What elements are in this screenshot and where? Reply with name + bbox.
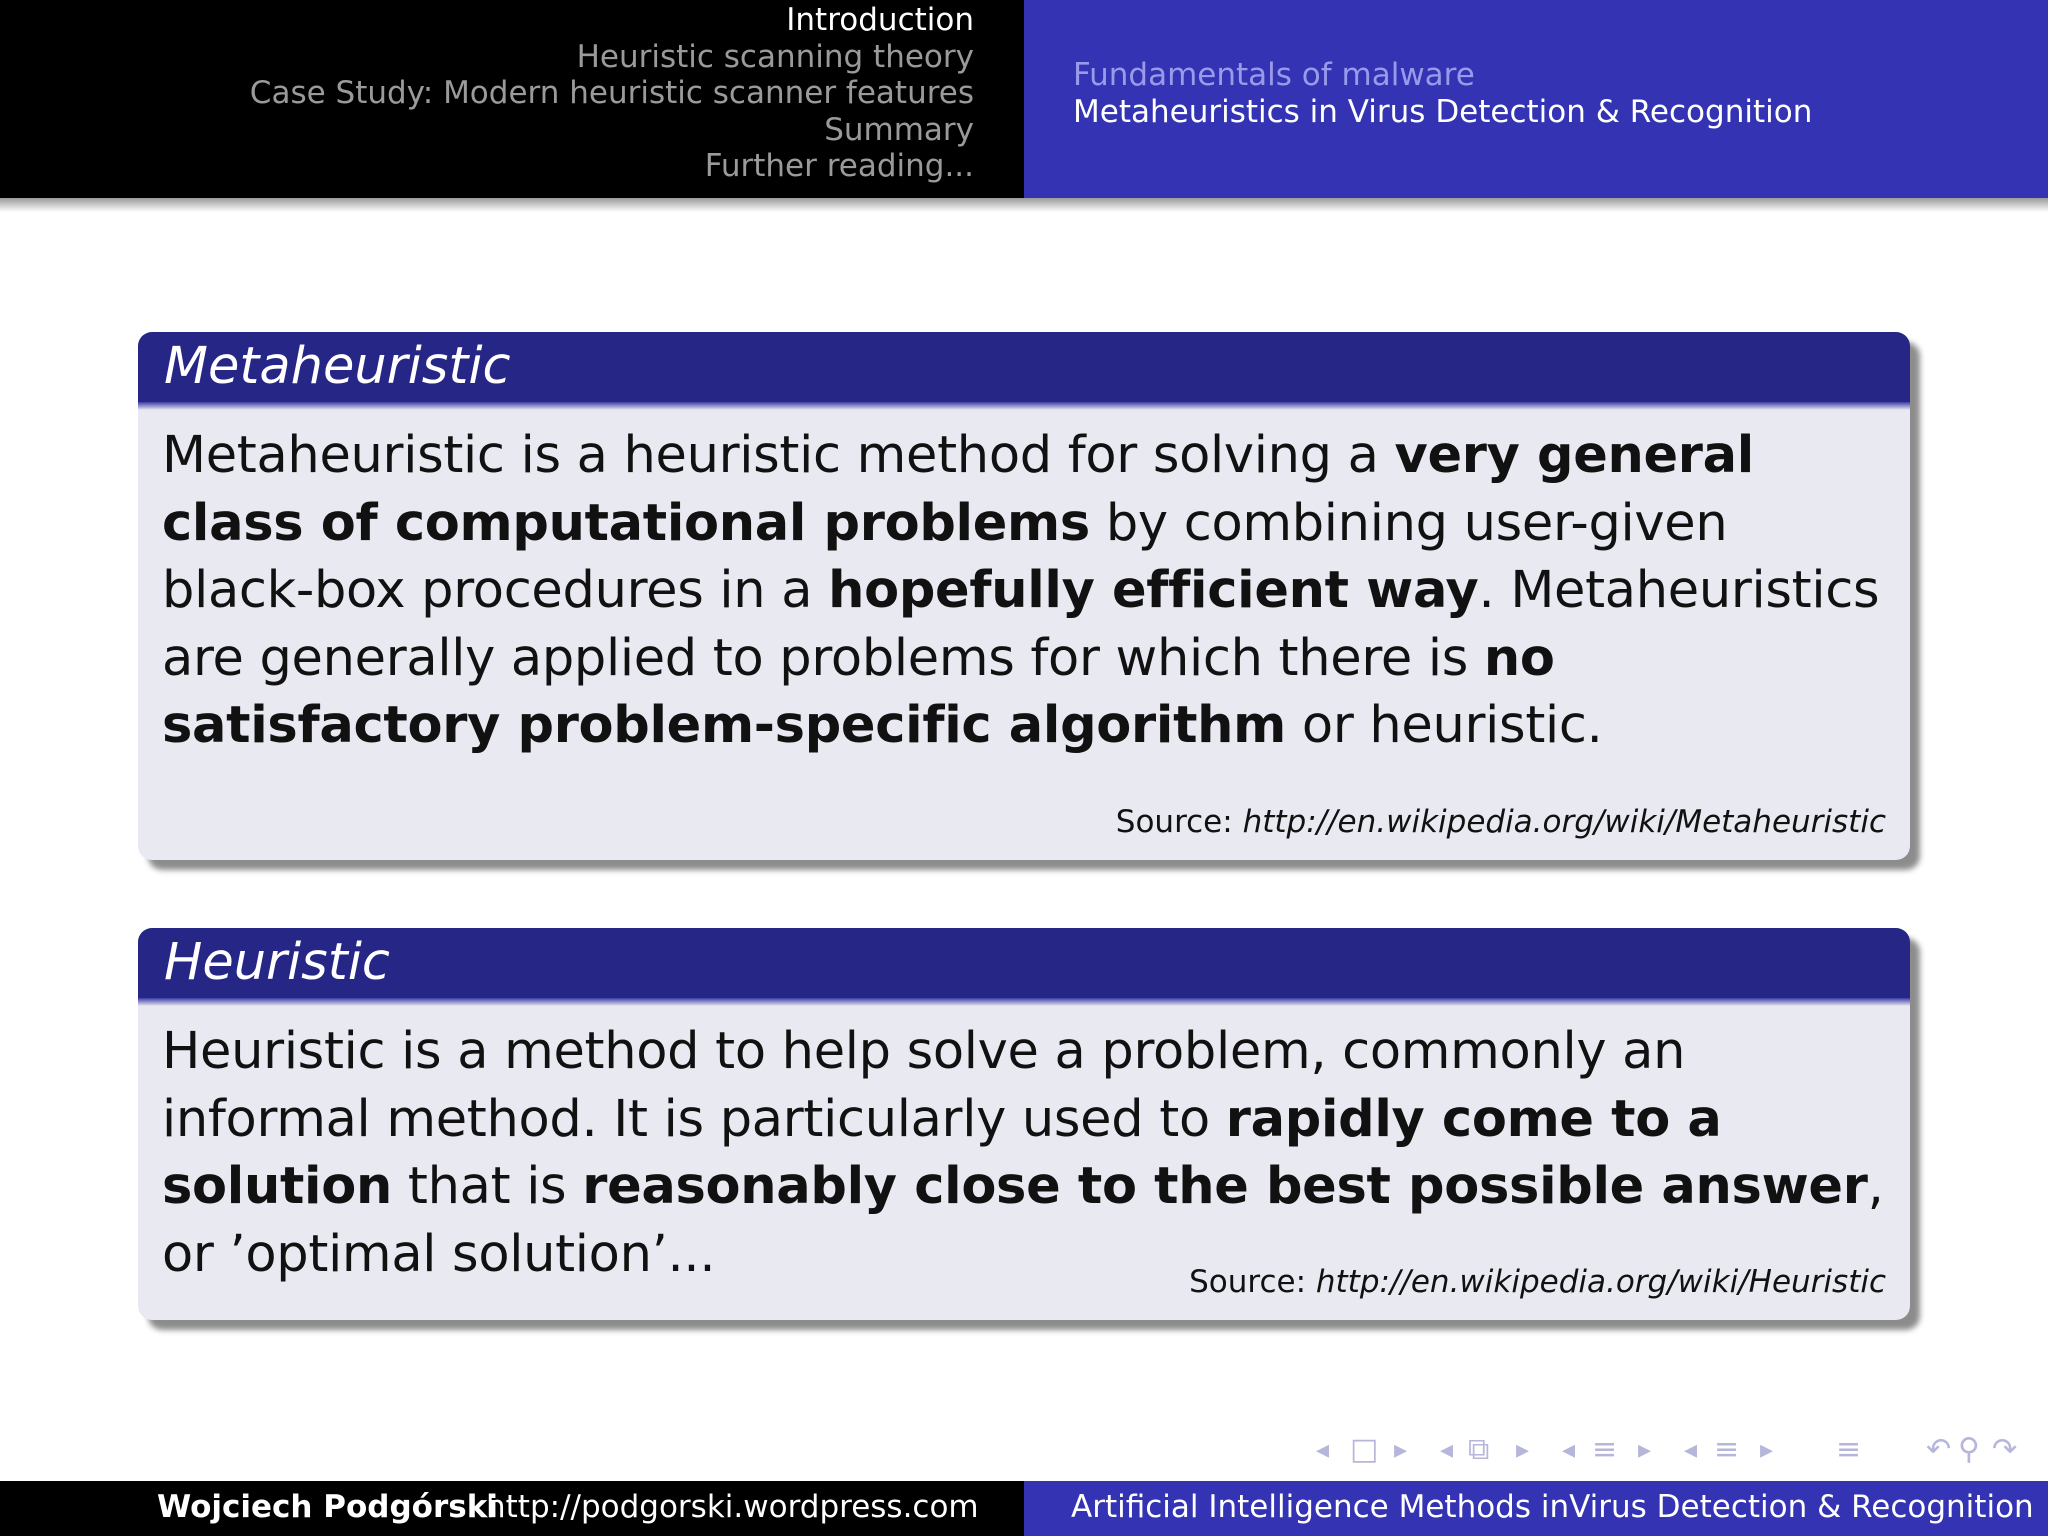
body-text: by combining user-given black-box procedures in a — [162, 493, 1728, 620]
body-text: Heuristic is a method to help solve a problem, commonly an informal method. It is particularly used to — [162, 1022, 1686, 1149]
body-emphasis: hopefully efficient way — [828, 561, 1479, 620]
nav-section-summary[interactable]: Summary — [824, 111, 974, 148]
document-prev-arrow-icon[interactable]: ◂ — [1684, 1435, 1698, 1465]
body-emphasis: very general class of computational problems — [162, 426, 1754, 553]
section-navigation — [250, 2, 974, 185]
body-text: , or ’optimal solution’... — [162, 1157, 1884, 1284]
body-text: or heuristic. — [1286, 696, 1603, 755]
appendix-icon[interactable]: ≡ — [1836, 1432, 1862, 1467]
body-emphasis: no satisfactory problem-specific algorithm — [162, 628, 1555, 755]
body-text: . Metaheuristics are generally applied to problems for which there is — [162, 561, 1880, 688]
block-body — [138, 402, 1910, 760]
source-label: Source: — [1115, 804, 1233, 840]
subsection-next-arrow-icon[interactable]: ▸ — [1516, 1435, 1530, 1465]
body-emphasis: rapidly come to a solution — [162, 1089, 1722, 1216]
section-icon[interactable]: ≡ — [1592, 1432, 1618, 1467]
body-text: Metaheuristic is a heuristic method for solving a — [162, 426, 1395, 485]
forward-icon[interactable]: ↷ — [1992, 1432, 2018, 1467]
subsection-icon[interactable]: ⧉ — [1468, 1432, 1490, 1467]
block-body — [138, 998, 1910, 1288]
nav-section-introduction[interactable]: Introduction — [786, 2, 974, 38]
source-citation — [1189, 1264, 1886, 1300]
header-shadow — [0, 198, 2048, 212]
source-url[interactable]: http://en.wikipedia.org/wiki/Heuristic — [1315, 1264, 1886, 1300]
section-next-arrow-icon[interactable]: ▸ — [1638, 1435, 1652, 1465]
body-emphasis: reasonably close to the best possible answer — [582, 1157, 1868, 1216]
nav-subsection-fundamentals[interactable]: Fundamentals of malware — [1073, 57, 1475, 93]
footer-url[interactable]: http://podgorski.wordpress.com — [486, 1489, 979, 1525]
document-next-arrow-icon[interactable]: ▸ — [1760, 1435, 1774, 1465]
subsection-prev-arrow-icon[interactable]: ◂ — [1440, 1435, 1454, 1465]
source-citation — [1116, 804, 1886, 840]
frame-next-arrow-icon[interactable]: ▸ — [1394, 1435, 1408, 1465]
definition-block-heuristic — [138, 928, 1910, 1320]
frame-icon[interactable]: □ — [1350, 1432, 1379, 1467]
source-label: Source: — [1189, 1264, 1307, 1300]
document-icon[interactable]: ≡ — [1714, 1432, 1740, 1467]
body-text: that is — [392, 1157, 583, 1216]
section-prev-arrow-icon[interactable]: ◂ — [1562, 1435, 1576, 1465]
footer-presentation-title: Artificial Intelligence Methods inVirus Detection & Recognition — [1071, 1489, 2034, 1525]
nav-section-heuristic-scanning-theory[interactable]: Heuristic scanning theory — [576, 38, 974, 75]
search-icon[interactable]: ⚲ — [1958, 1432, 1980, 1467]
block-title: Heuristic — [138, 928, 1910, 998]
beamer-navigation-symbols — [1316, 1432, 2036, 1468]
nav-subsection-metaheuristics[interactable]: Metaheuristics in Virus Detection & Recognition — [1073, 94, 1813, 130]
definition-block-metaheuristic — [138, 332, 1910, 860]
block-title: Metaheuristic — [138, 332, 1910, 402]
source-url[interactable]: http://en.wikipedia.org/wiki/Metaheuristic — [1242, 804, 1886, 840]
nav-section-case-study[interactable]: Case Study: Modern heuristic scanner features — [249, 75, 974, 111]
frame-prev-arrow-icon[interactable]: ◂ — [1316, 1435, 1330, 1465]
subsection-navigation — [1073, 57, 1812, 131]
back-icon[interactable]: ↶ — [1926, 1432, 1952, 1467]
footer-author: Wojciech Podgórski — [157, 1489, 498, 1525]
nav-section-further-reading[interactable]: Further reading... — [704, 148, 974, 184]
